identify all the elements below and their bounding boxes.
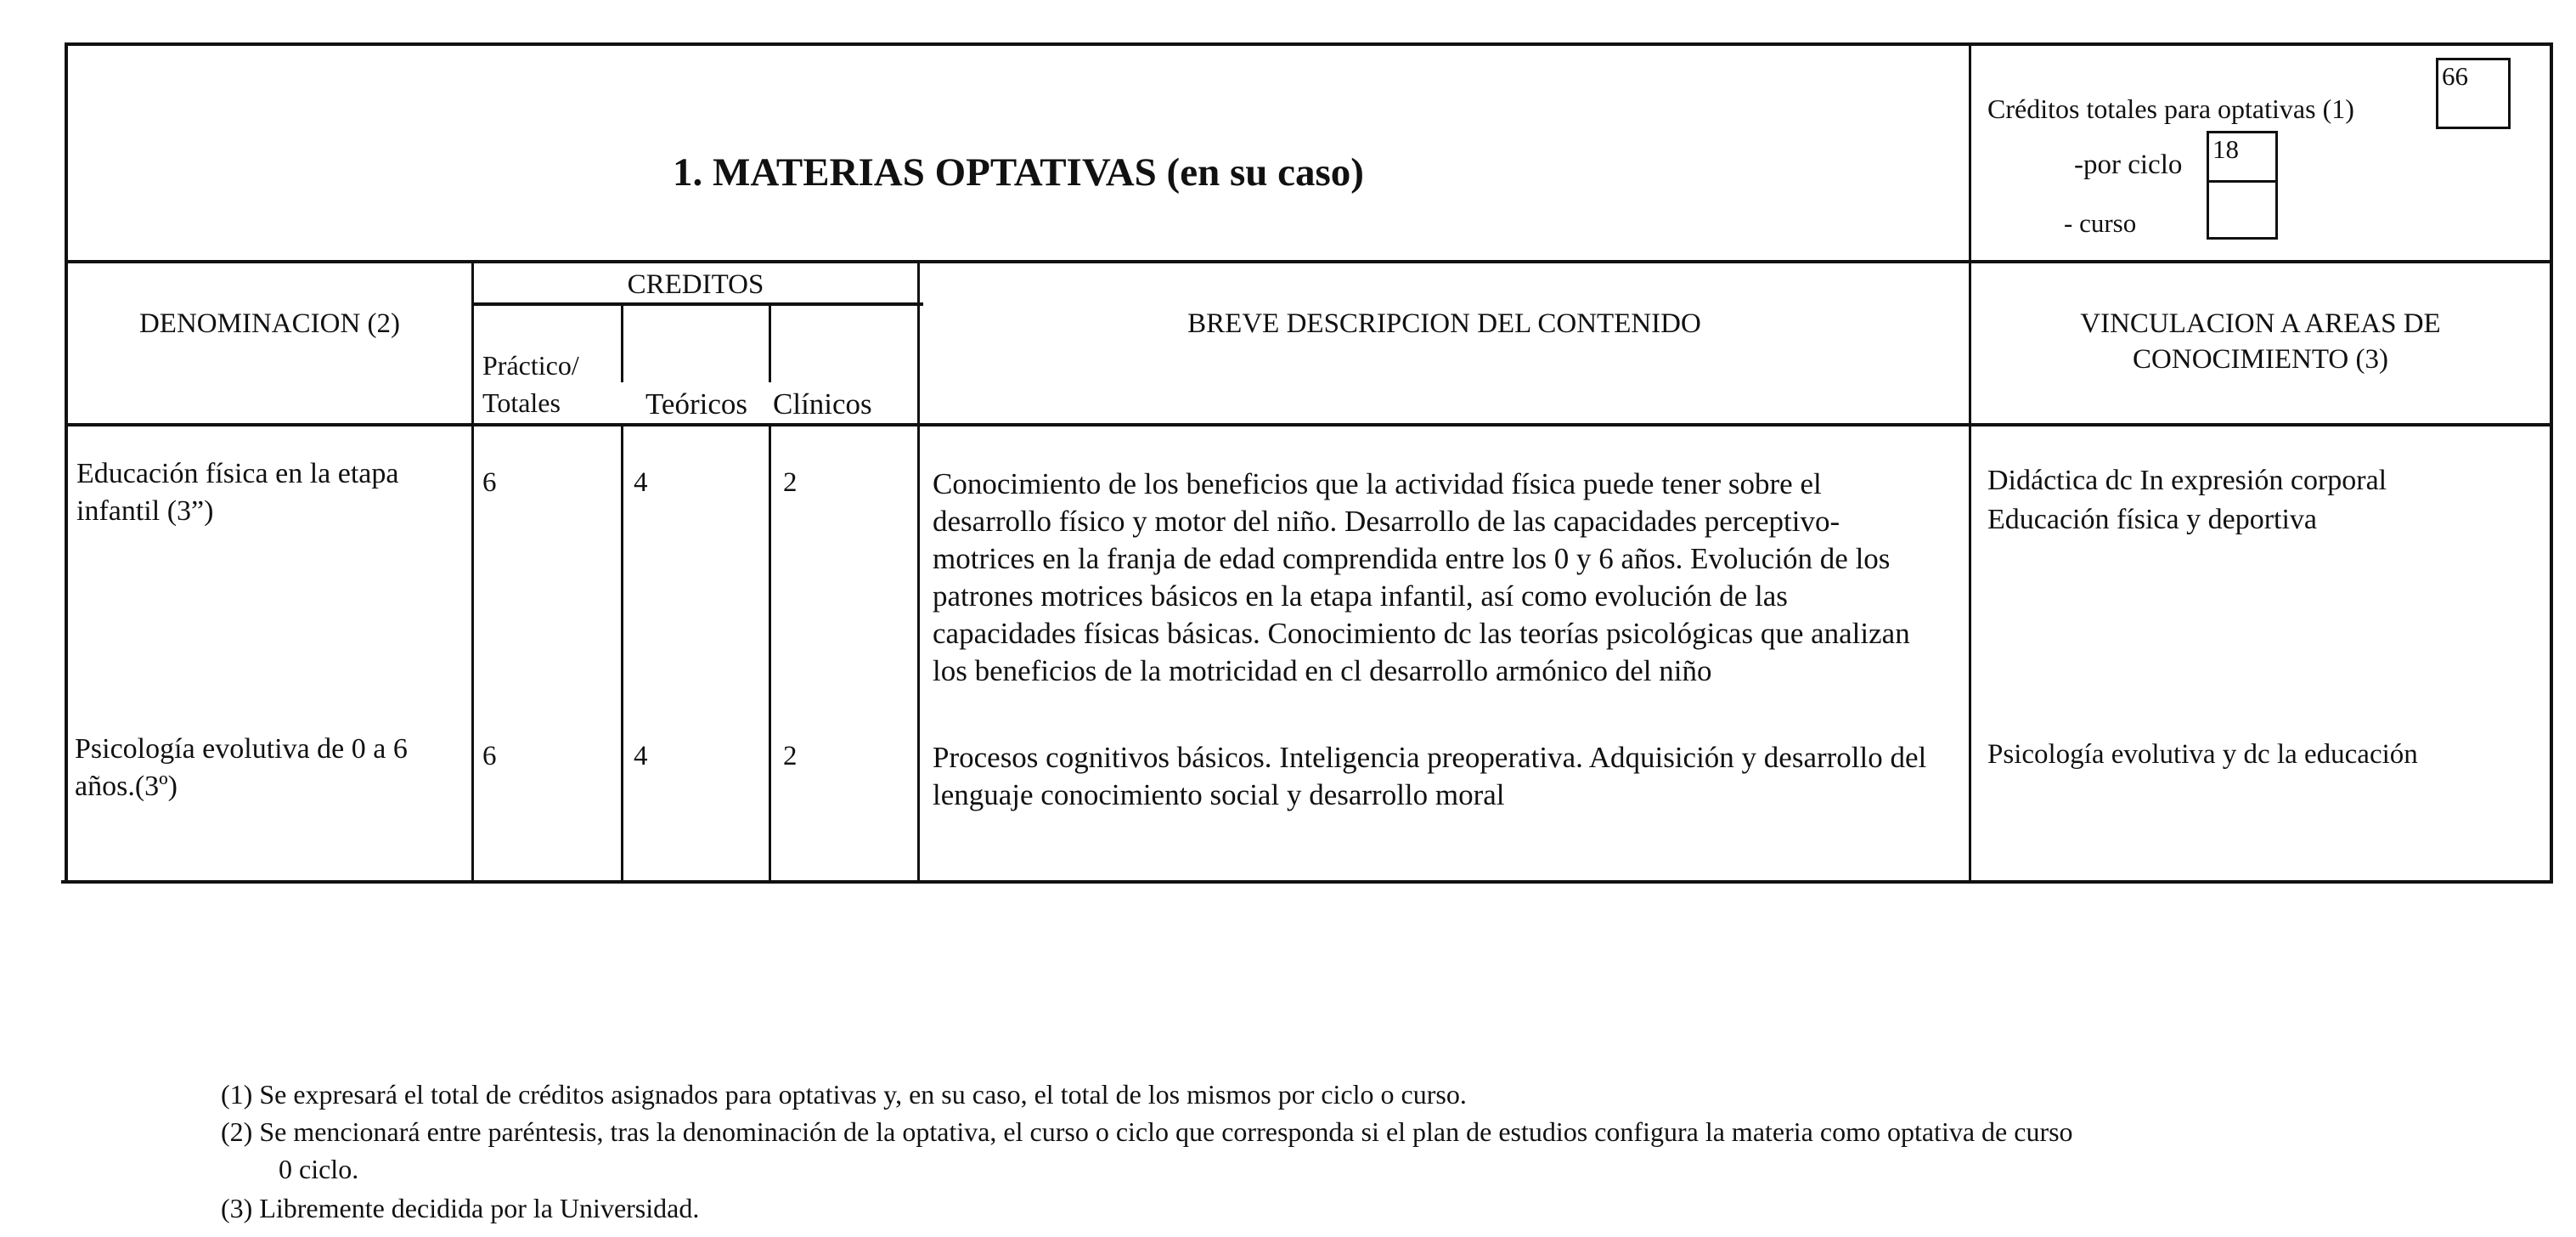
col-sep-2 — [621, 423, 623, 884]
row-denominacion: Educación física en la etapa infantil (3”) — [76, 458, 399, 527]
col-sep-2-upper — [621, 306, 623, 382]
col-sep-1 — [471, 260, 474, 884]
row-teoricos: 4 — [634, 741, 648, 771]
col-sep-3-upper — [769, 306, 771, 382]
row-denominacion: Psicología evolutiva de 0 a 6 años.(3º) — [75, 733, 408, 802]
border-bottom — [61, 880, 2553, 884]
credits-total-label: Créditos totales para optativas (1) — [1987, 93, 2354, 124]
rule-header-bottom — [65, 260, 2553, 263]
border-right — [2550, 42, 2553, 884]
rule-creditos — [473, 302, 923, 306]
page-title: 1. MATERIAS OPTATIVAS (en su caso) — [673, 150, 1364, 195]
col-header-denominacion: DENOMINACION (2) — [138, 308, 401, 339]
curso-box — [2207, 180, 2278, 240]
row-vinculacion: Psicología evolutiva y dc la educación — [1987, 739, 2418, 770]
footnote-3: (3) Libremente decidida por la Universidad. — [221, 1193, 700, 1223]
curso-label: - curso — [2064, 208, 2137, 238]
credits-total-box: 66 — [2436, 58, 2511, 129]
por-ciclo-label: -por ciclo — [2074, 150, 2183, 180]
col-header-vinculacion: VINCULACION A AREAS DE CONOCIMIENTO (3) — [2080, 308, 2441, 375]
col-header-descripcion: BREVE DESCRIPCION DEL CONTENIDO — [1187, 308, 1701, 339]
row-teoricos: 4 — [634, 467, 648, 498]
col-sep-5 — [1969, 42, 1971, 884]
col-sep-4 — [917, 260, 920, 884]
credits-panel — [1972, 46, 2550, 260]
rule-colhead-bottom — [65, 423, 2553, 426]
footnote-2-cont: 0 ciclo. — [279, 1154, 359, 1184]
col-header-totales: Práctico/ Totales — [482, 350, 579, 418]
row-descripcion: Procesos cognitivos básicos. Inteligencia preoperativa. Adquisición y desarrollo del lenguaje conocimiento social y desarrollo moral — [933, 741, 1927, 811]
row-clinicos: 2 — [783, 741, 798, 771]
footnote-1: (1) Se expresará el total de créditos asignados para optativas y, en su caso, el total de los mismos por ciclo o curso. — [221, 1079, 1467, 1110]
por-ciclo-box: 18 — [2207, 131, 2278, 184]
col-header-teoricos: Teóricos — [645, 387, 748, 421]
col-sep-3 — [769, 423, 771, 884]
row-clinicos: 2 — [783, 467, 798, 498]
row-descripcion: Conocimiento de los beneficios que la actividad física puede tener sobre el desarrollo físico y motor del niño. Desarrollo de las capacidades perceptivo-motrices en la franja de edad comprendida entre los 0 y 6 años. Evolución de los patrones motrices básicos en la etapa infantil, así como evolución de las capacidades físicas básicas. Conocimiento dc las teorías psicológicas que analizan los beneficios de la motricidad en cl desarrollo armónico del niño — [933, 467, 1910, 687]
row-vinculacion: Didáctica dc In expresión corporal Educación física y deportiva — [1987, 465, 2387, 535]
row-totales: 6 — [482, 741, 497, 771]
col-header-creditos: CREDITOS — [627, 269, 764, 300]
footnote-2: (2) Se mencionará entre paréntesis, tras la denominación de la optativa, el curso o ciclo que corresponda si el plan de estudios configura la materia como optativa de curso — [221, 1116, 2073, 1147]
col-header-clinicos: Clínicos — [773, 387, 872, 421]
row-totales: 6 — [482, 467, 497, 498]
